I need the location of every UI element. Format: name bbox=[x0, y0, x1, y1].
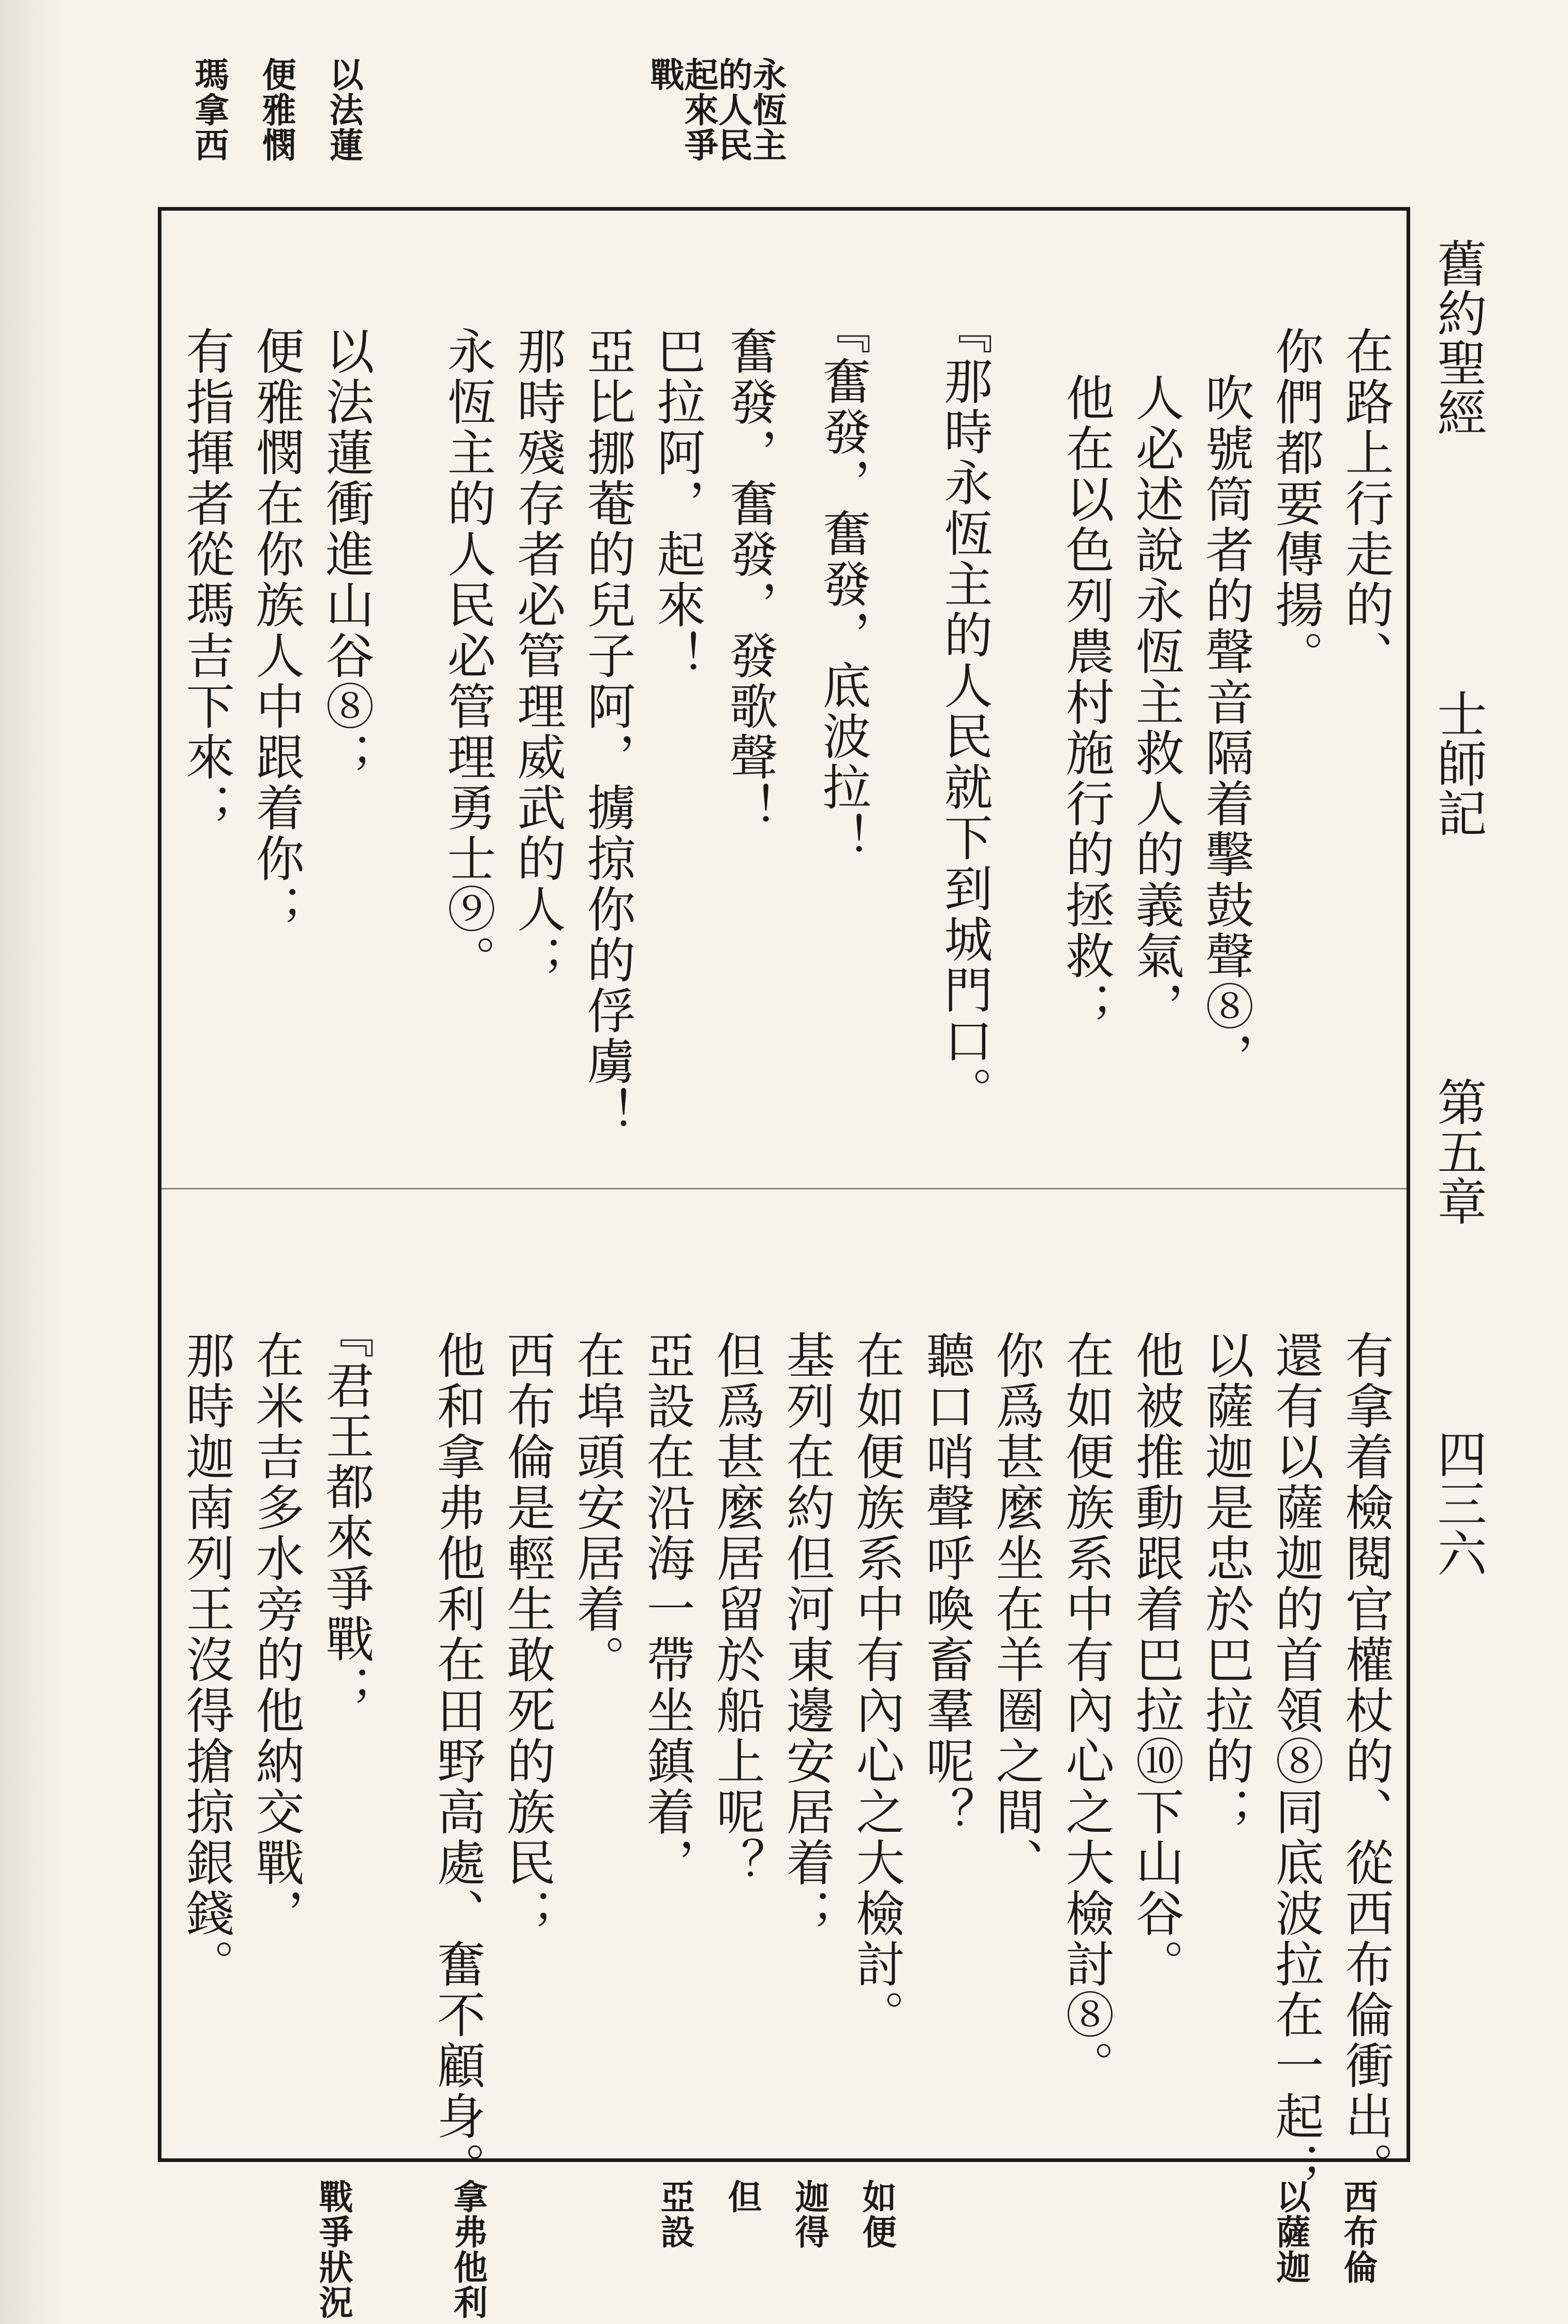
text-column: 吹號筒者的聲音隔着擊鼓聲⑧， bbox=[1197, 373, 1253, 1083]
text-column: 奮發，奮發，發歌聲！ bbox=[721, 326, 777, 833]
margin-note-naphtali: 拿弗他利 bbox=[448, 2179, 487, 2320]
text-column: 以法蓮衝進山谷⑧； bbox=[317, 326, 374, 783]
text-column: 你們都要傳揚。 bbox=[1267, 326, 1323, 681]
margin-note-ephraim: 以法蓮 bbox=[323, 57, 363, 163]
text-column: 在路上行走的、 bbox=[1337, 326, 1393, 681]
book-title: 舊約聖經 bbox=[1429, 238, 1487, 437]
text-column: 在埠頭安居着。 bbox=[568, 1330, 625, 1685]
text-column: 人必述說永恆主救人的義氣， bbox=[1127, 373, 1184, 1032]
text-column: 以薩迦是忠於巴拉的； bbox=[1197, 1330, 1253, 1837]
frame-top bbox=[158, 207, 1410, 211]
text-column: 他和拿弗他利在田野高處、奮不顧身。 bbox=[428, 1330, 485, 2193]
margin-note-gad: 迦得 bbox=[789, 2179, 829, 2249]
text-column: 但爲甚麼居留於船上呢？ bbox=[708, 1330, 764, 1888]
margin-note-war-state: 戰爭狀況 bbox=[313, 2179, 353, 2320]
text-column: 他被推動跟着巴拉⑩下山谷。 bbox=[1127, 1330, 1184, 1990]
page-shadow bbox=[0, 0, 62, 2324]
margin-note-manasseh: 瑪拿西 bbox=[189, 57, 229, 163]
text-column: 他在以色列農村施行的拯救； bbox=[1057, 373, 1114, 1032]
text-column: 西布倫是輕生敢死的族民； bbox=[498, 1330, 555, 1939]
text-column: 巴拉阿，起來！ bbox=[648, 326, 705, 681]
margin-note-benjamin: 便雅憫 bbox=[256, 57, 296, 163]
text-column: 有指揮者從瑪吉下來； bbox=[177, 326, 234, 833]
text-column: 『君王都來爭戰； bbox=[317, 1310, 374, 1715]
text-column: 便雅憫在你族人中跟着你； bbox=[247, 326, 304, 935]
margin-note-dan: 但 bbox=[722, 2179, 762, 2214]
margin-note-people-rise: 永恆主的人民起來爭戰 bbox=[644, 57, 787, 163]
text-column: 『那時永恆主的人民就下到城門口。 bbox=[936, 305, 992, 1117]
chapter-title: 第五章 bbox=[1429, 1077, 1487, 1226]
text-column: 那時迦南列王沒得搶掠銀錢。 bbox=[177, 1330, 234, 1990]
text-column: 在米吉多水旁的他納交戰， bbox=[247, 1330, 304, 1939]
text-column: 亞比挪菴的兒子阿，擄掠你的俘虜！ bbox=[579, 326, 635, 1138]
margin-note-reuben: 如便 bbox=[856, 2179, 896, 2249]
text-column: 『奮發，奮發，底波拉！ bbox=[814, 305, 870, 863]
frame-left bbox=[158, 207, 161, 2162]
text-column: 在如便族系中有內心之大檢討。 bbox=[848, 1330, 904, 2040]
text-column: 你爲甚麼坐在羊圈之間、 bbox=[987, 1330, 1044, 1888]
frame-right bbox=[1407, 207, 1410, 2162]
text-column: 在如便族系中有內心之大檢討⑧。 bbox=[1057, 1330, 1114, 2091]
text-column: 那時殘存者必管理威武的人； bbox=[509, 326, 565, 986]
section-title: 士師記 bbox=[1429, 688, 1487, 837]
page-number: 四三六 bbox=[1429, 1429, 1487, 1578]
margin-note-zebulun: 西布倫 bbox=[1338, 2179, 1378, 2285]
section-divider bbox=[161, 1188, 1407, 1189]
margin-note-asher: 亞設 bbox=[655, 2179, 694, 2249]
text-column: 永恆主的人民必管理勇士⑨。 bbox=[439, 326, 495, 986]
text-column: 有拿着檢閱官權杖的、從西布倫衝出。 bbox=[1337, 1330, 1393, 2193]
text-column: 聽口哨聲呼喚畜羣呢？ bbox=[918, 1330, 974, 1837]
text-column: 亞設在沿海一帶坐鎮着， bbox=[638, 1330, 694, 1888]
frame-bottom bbox=[158, 2158, 1410, 2162]
text-column: 基列在約但河東邊安居着； bbox=[778, 1330, 834, 1939]
text-column: 還有以薩迦的首領⑧同底波拉在一起； bbox=[1267, 1330, 1323, 2193]
margin-note-issachar: 以薩迦 bbox=[1270, 2179, 1310, 2285]
